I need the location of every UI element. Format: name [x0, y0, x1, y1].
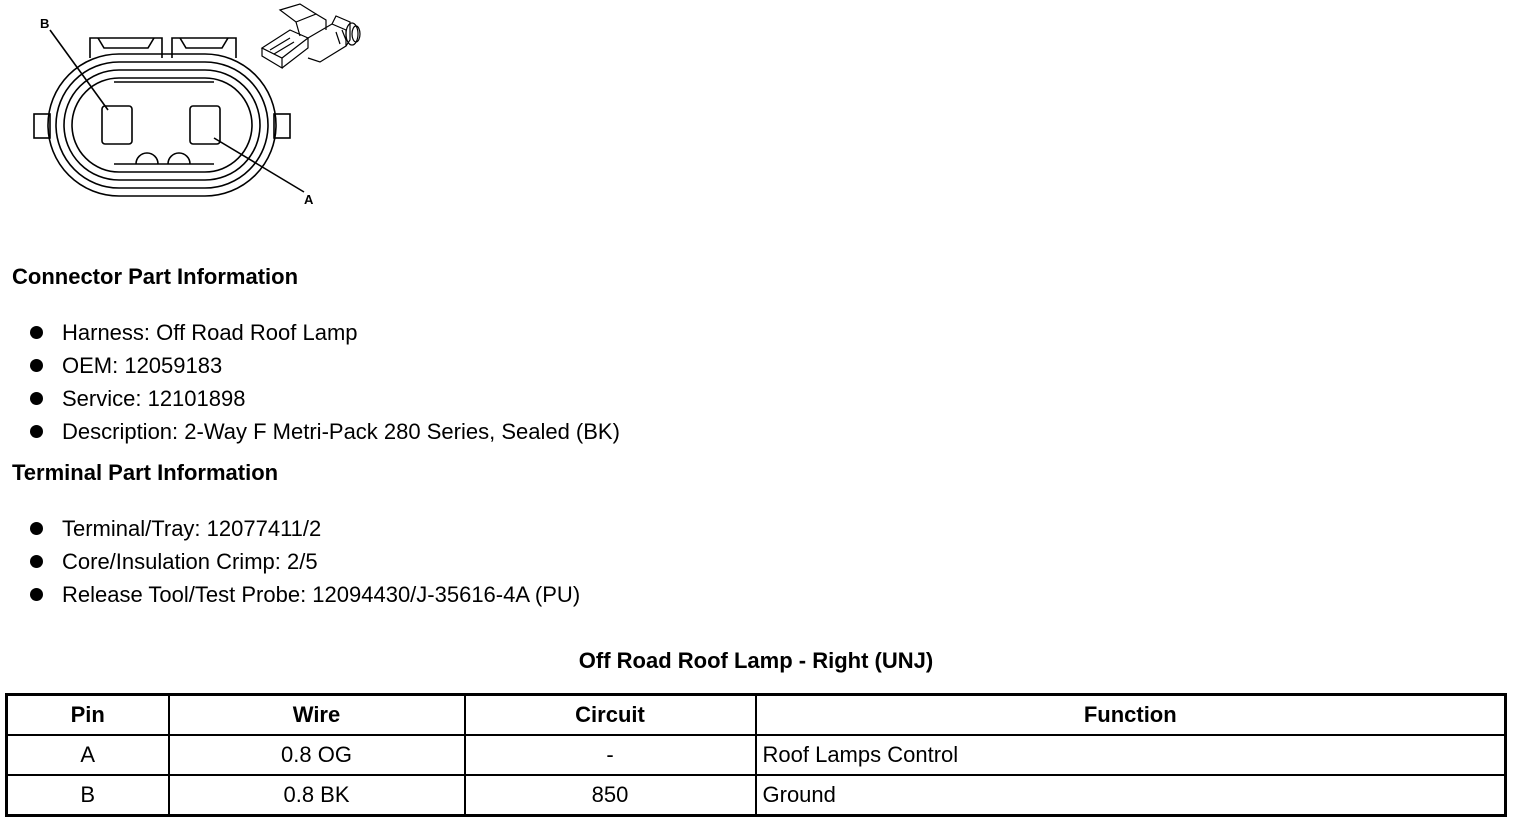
table-row	[7, 775, 1506, 816]
list-item	[0, 512, 580, 545]
list-item	[0, 415, 620, 448]
cell-function: Roof Lamps Control	[756, 735, 1506, 775]
oem-text: OEM: 12059183	[62, 353, 223, 378]
list-item	[0, 382, 620, 415]
cell-wire: 0.8 BK	[169, 775, 465, 816]
terminal-info-heading: Terminal Part Information	[12, 460, 279, 485]
header-function: Function	[756, 695, 1506, 736]
bullet-icon	[30, 392, 43, 405]
bullet-icon	[30, 425, 43, 438]
connector-latch-right	[172, 38, 236, 58]
connector-info-list	[0, 316, 620, 448]
list-item	[0, 545, 580, 578]
bullet-icon	[30, 522, 43, 535]
header-wire: Wire	[169, 695, 465, 736]
table-header-row	[7, 695, 1506, 736]
cell-pin: B	[7, 775, 169, 816]
connector-isometric-icon	[262, 4, 360, 68]
leader-line-b	[50, 30, 108, 110]
bullet-icon	[30, 555, 43, 568]
bullet-icon	[30, 588, 43, 601]
label-a: A	[304, 192, 314, 207]
harness-text: Harness: Off Road Roof Lamp	[62, 320, 358, 345]
connector-latch-left	[90, 38, 162, 58]
pin-table-title: Off Road Roof Lamp - Right (UNJ)	[578, 648, 934, 673]
list-item	[0, 316, 620, 349]
crimp-text: Core/Insulation Crimp: 2/5	[62, 549, 318, 574]
terminal-tray-text: Terminal/Tray: 12077411/2	[62, 516, 322, 541]
connector-key-left	[136, 153, 158, 164]
header-circuit: Circuit	[465, 695, 756, 736]
bullet-icon	[30, 326, 43, 339]
table-row	[7, 735, 1506, 775]
pin-table	[5, 693, 1507, 817]
connector-info-heading: Connector Part Information	[12, 264, 299, 289]
bullet-icon	[30, 359, 43, 372]
release-tool-text: Release Tool/Test Probe: 12094430/J-35616-4A (PU)	[62, 582, 581, 607]
description-text: Description: 2-Way F Metri-Pack 280 Series, Sealed (BK)	[62, 419, 620, 444]
service-text: Service: 12101898	[62, 386, 246, 411]
connector-diagram	[0, 0, 380, 215]
connector-key-right	[168, 153, 190, 164]
list-item	[0, 578, 580, 611]
cavity-b	[102, 106, 132, 144]
header-pin: Pin	[7, 695, 169, 736]
cell-circuit: -	[465, 735, 756, 775]
cell-circuit: 850	[465, 775, 756, 816]
label-b: B	[40, 16, 50, 31]
terminal-info-list	[0, 512, 580, 611]
cell-function: Ground	[756, 775, 1506, 816]
list-item	[0, 349, 620, 382]
cell-pin: A	[7, 735, 169, 775]
cell-wire: 0.8 OG	[169, 735, 465, 775]
